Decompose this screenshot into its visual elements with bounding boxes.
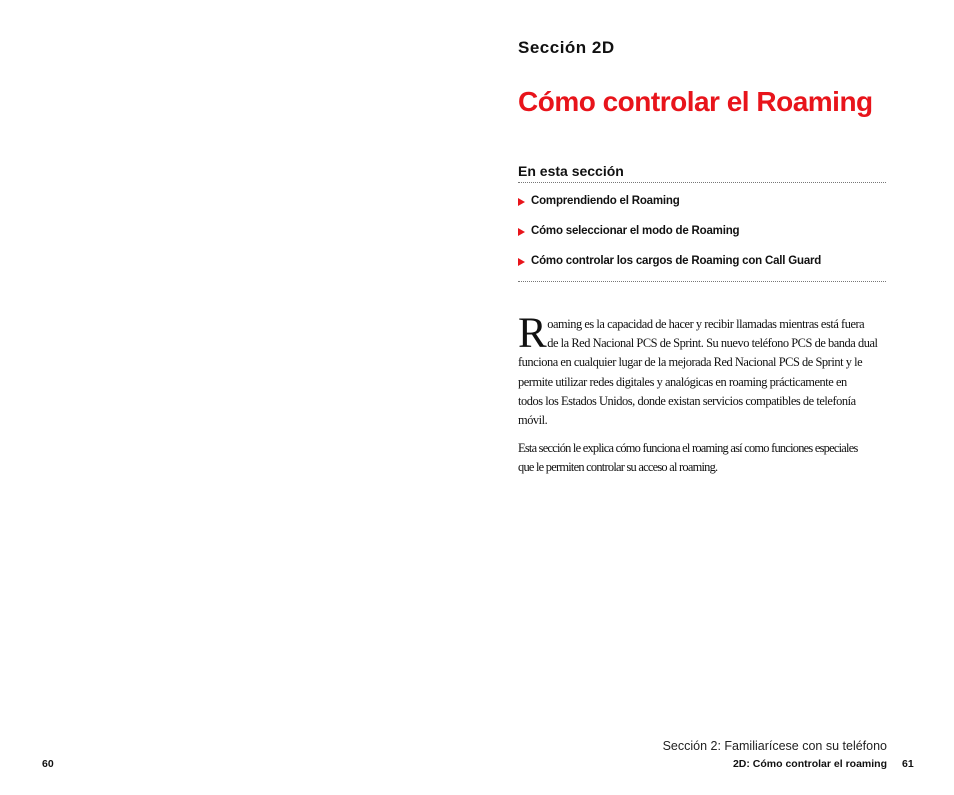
page-number-left: 60 bbox=[42, 758, 54, 770]
paragraph-line: oaming es la capacidad de hacer y recibir llamadas mientras está fuera bbox=[547, 317, 865, 331]
toc-top-divider bbox=[518, 182, 886, 183]
page-title: Cómo controlar el Roaming bbox=[518, 86, 873, 117]
toc-item bbox=[518, 225, 739, 237]
triangle-bullet-icon bbox=[518, 258, 525, 266]
drop-cap: R bbox=[518, 310, 547, 357]
triangle-bullet-icon bbox=[518, 198, 525, 206]
paragraph-line: Esta sección le explica cómo funciona el roaming así como funciones especiales bbox=[518, 441, 858, 455]
paragraph-line: permite utilizar redes digitales y analógicas en roaming prácticamente en bbox=[518, 374, 847, 389]
second-paragraph bbox=[518, 439, 888, 477]
toc-bottom-divider bbox=[518, 281, 886, 282]
toc-item-label: Comprendiendo el Roaming bbox=[531, 195, 680, 207]
paragraph-line: móvil. bbox=[518, 413, 548, 428]
toc-item bbox=[518, 255, 821, 267]
triangle-bullet-icon bbox=[518, 228, 525, 236]
toc-item bbox=[518, 195, 680, 207]
paragraph-line: de la Red Nacional PCS de Sprint. Su nuevo teléfono PCS de banda dual bbox=[547, 336, 878, 351]
section-label: Sección 2D bbox=[518, 38, 615, 57]
footer-section-title: Sección 2: Familiarícese con su teléfono bbox=[662, 739, 887, 753]
paragraph-line: todos los Estados Unidos, donde existan servicios compatibles de telefonía bbox=[518, 393, 856, 408]
paragraph-line: funciona en cualquier lugar de la mejorada Red Nacional PCS de Sprint y le bbox=[518, 355, 863, 370]
page-number-right: 61 bbox=[902, 758, 914, 770]
toc-item-label: Cómo seleccionar el modo de Roaming bbox=[531, 225, 740, 237]
intro-paragraph bbox=[518, 310, 888, 430]
footer-chapter-title: 2D: Cómo controlar el roaming bbox=[732, 758, 887, 770]
toc-heading: En esta sección bbox=[518, 163, 624, 179]
toc-item-label: Cómo controlar los cargos de Roaming con Call Guard bbox=[531, 255, 822, 267]
paragraph-line: que le permiten controlar su acceso al roaming. bbox=[518, 460, 718, 475]
